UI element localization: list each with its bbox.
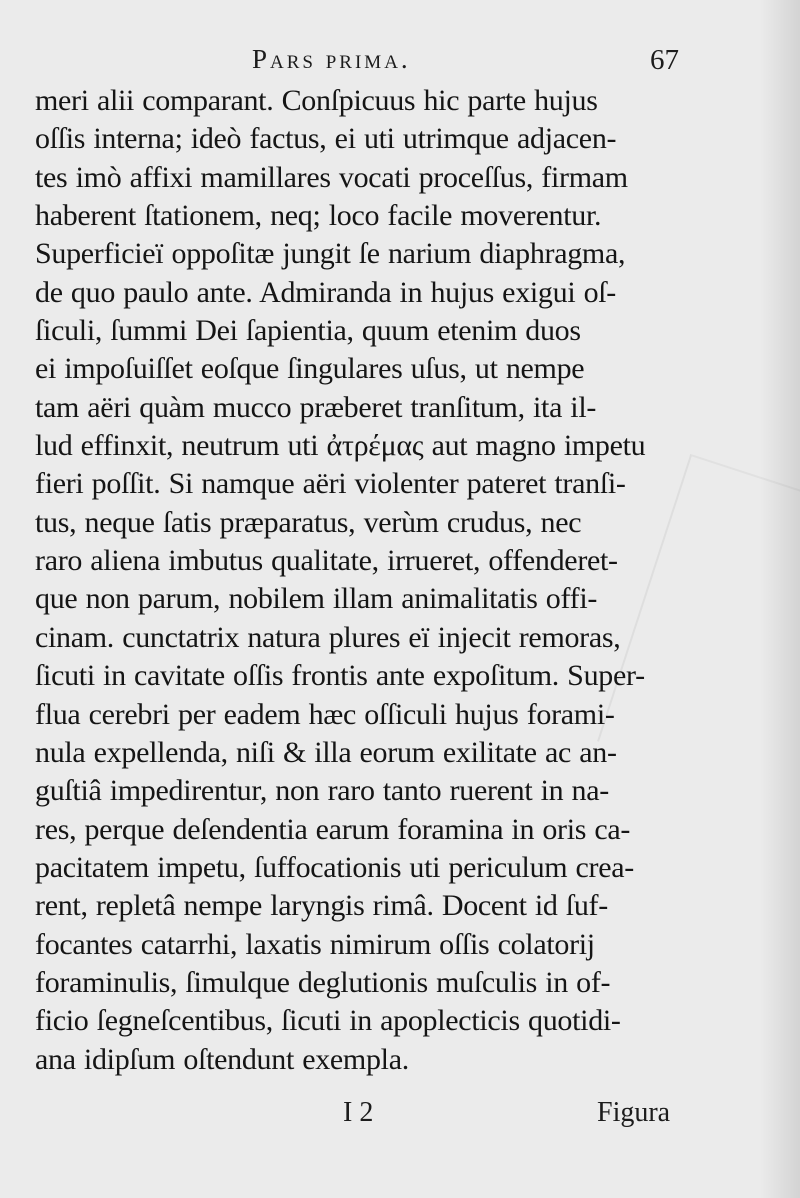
running-head: Pars prima. — [252, 44, 411, 74]
text-line: cinam. cunctatrix natura plures eï injecit remoras, — [35, 620, 621, 654]
text-line: ana idipſum oſtendunt exempla. — [35, 1042, 409, 1076]
text-line: tes imò affixi mamillares vocati proceſſus, firmam — [35, 160, 628, 194]
text-line: guſtiâ impedirentur, non raro tanto ruerent in na- — [35, 774, 609, 808]
text-line: pacitatem impetu, ſuffocationis uti periculum crea- — [35, 850, 634, 884]
text-line: de quo paulo ante. Admiranda in hujus exigui oſ- — [35, 275, 616, 309]
text-line: lud effinxit, neutrum uti ἀτρέμας aut magno impetu — [35, 429, 646, 463]
page-number: 67 — [650, 44, 679, 76]
text-line: foraminulis, ſimulque deglutionis muſculis in of- — [35, 965, 611, 999]
text-line: ei impoſuiſſet eoſque ſingulares uſus, ut nempe — [35, 352, 585, 386]
text-line: res, perque deſendentia earum foramina in oris ca- — [35, 812, 631, 846]
text-line: raro aliena imbutus qualitate, irrueret, offenderet- — [35, 544, 618, 578]
text-line: que non parum, nobilem illam animalitatis offi- — [35, 582, 598, 616]
text-line: rent, repletâ nempe laryngis rimâ. Docent id ſuf- — [35, 889, 608, 923]
text-line: flua cerebri per eadem hæc oſſiculi hujus forami- — [35, 697, 615, 731]
text-line: ſiculi, ſummi Dei ſapientia, quum etenim duos — [35, 314, 581, 348]
text-line: Superficieï oppoſitæ jungit ſe narium diaphragma, — [35, 237, 626, 271]
page-footer — [0, 1097, 800, 1137]
text-line: oſſis interna; ideò factus, ei uti utrimque adjacen- — [35, 122, 617, 156]
text-line: focantes catarrhi, laxatis nimirum oſſis colatorij — [35, 927, 595, 961]
text-line: haberent ſtationem, neq; loco facile moverentur. — [35, 199, 602, 233]
body-text — [35, 82, 700, 1079]
catchword: Figura — [597, 1097, 671, 1128]
text-line: fieri poſſit. Si namque aëri violenter pateret tranſi- — [35, 467, 626, 501]
text-line: nula expellenda, niſi & illa eorum exilitate ac an- — [35, 735, 617, 769]
text-line: meri alii comparant. Conſpicuus hic parte hujus — [35, 84, 598, 117]
text-line: ficio ſegneſcentibus, ſicuti in apoplecticis quotidi- — [35, 1004, 621, 1038]
text-line: tus, neque ſatis præparatus, verùm crudus, nec — [35, 505, 582, 539]
page-header — [0, 38, 800, 82]
text-line: tam aëri quàm mucco præberet tranſitum, ita il- — [35, 390, 597, 424]
text-line: ſicuti in cavitate oſſis frontis ante expoſitum. Super- — [35, 659, 645, 693]
signature-mark: I 2 — [343, 1097, 374, 1128]
